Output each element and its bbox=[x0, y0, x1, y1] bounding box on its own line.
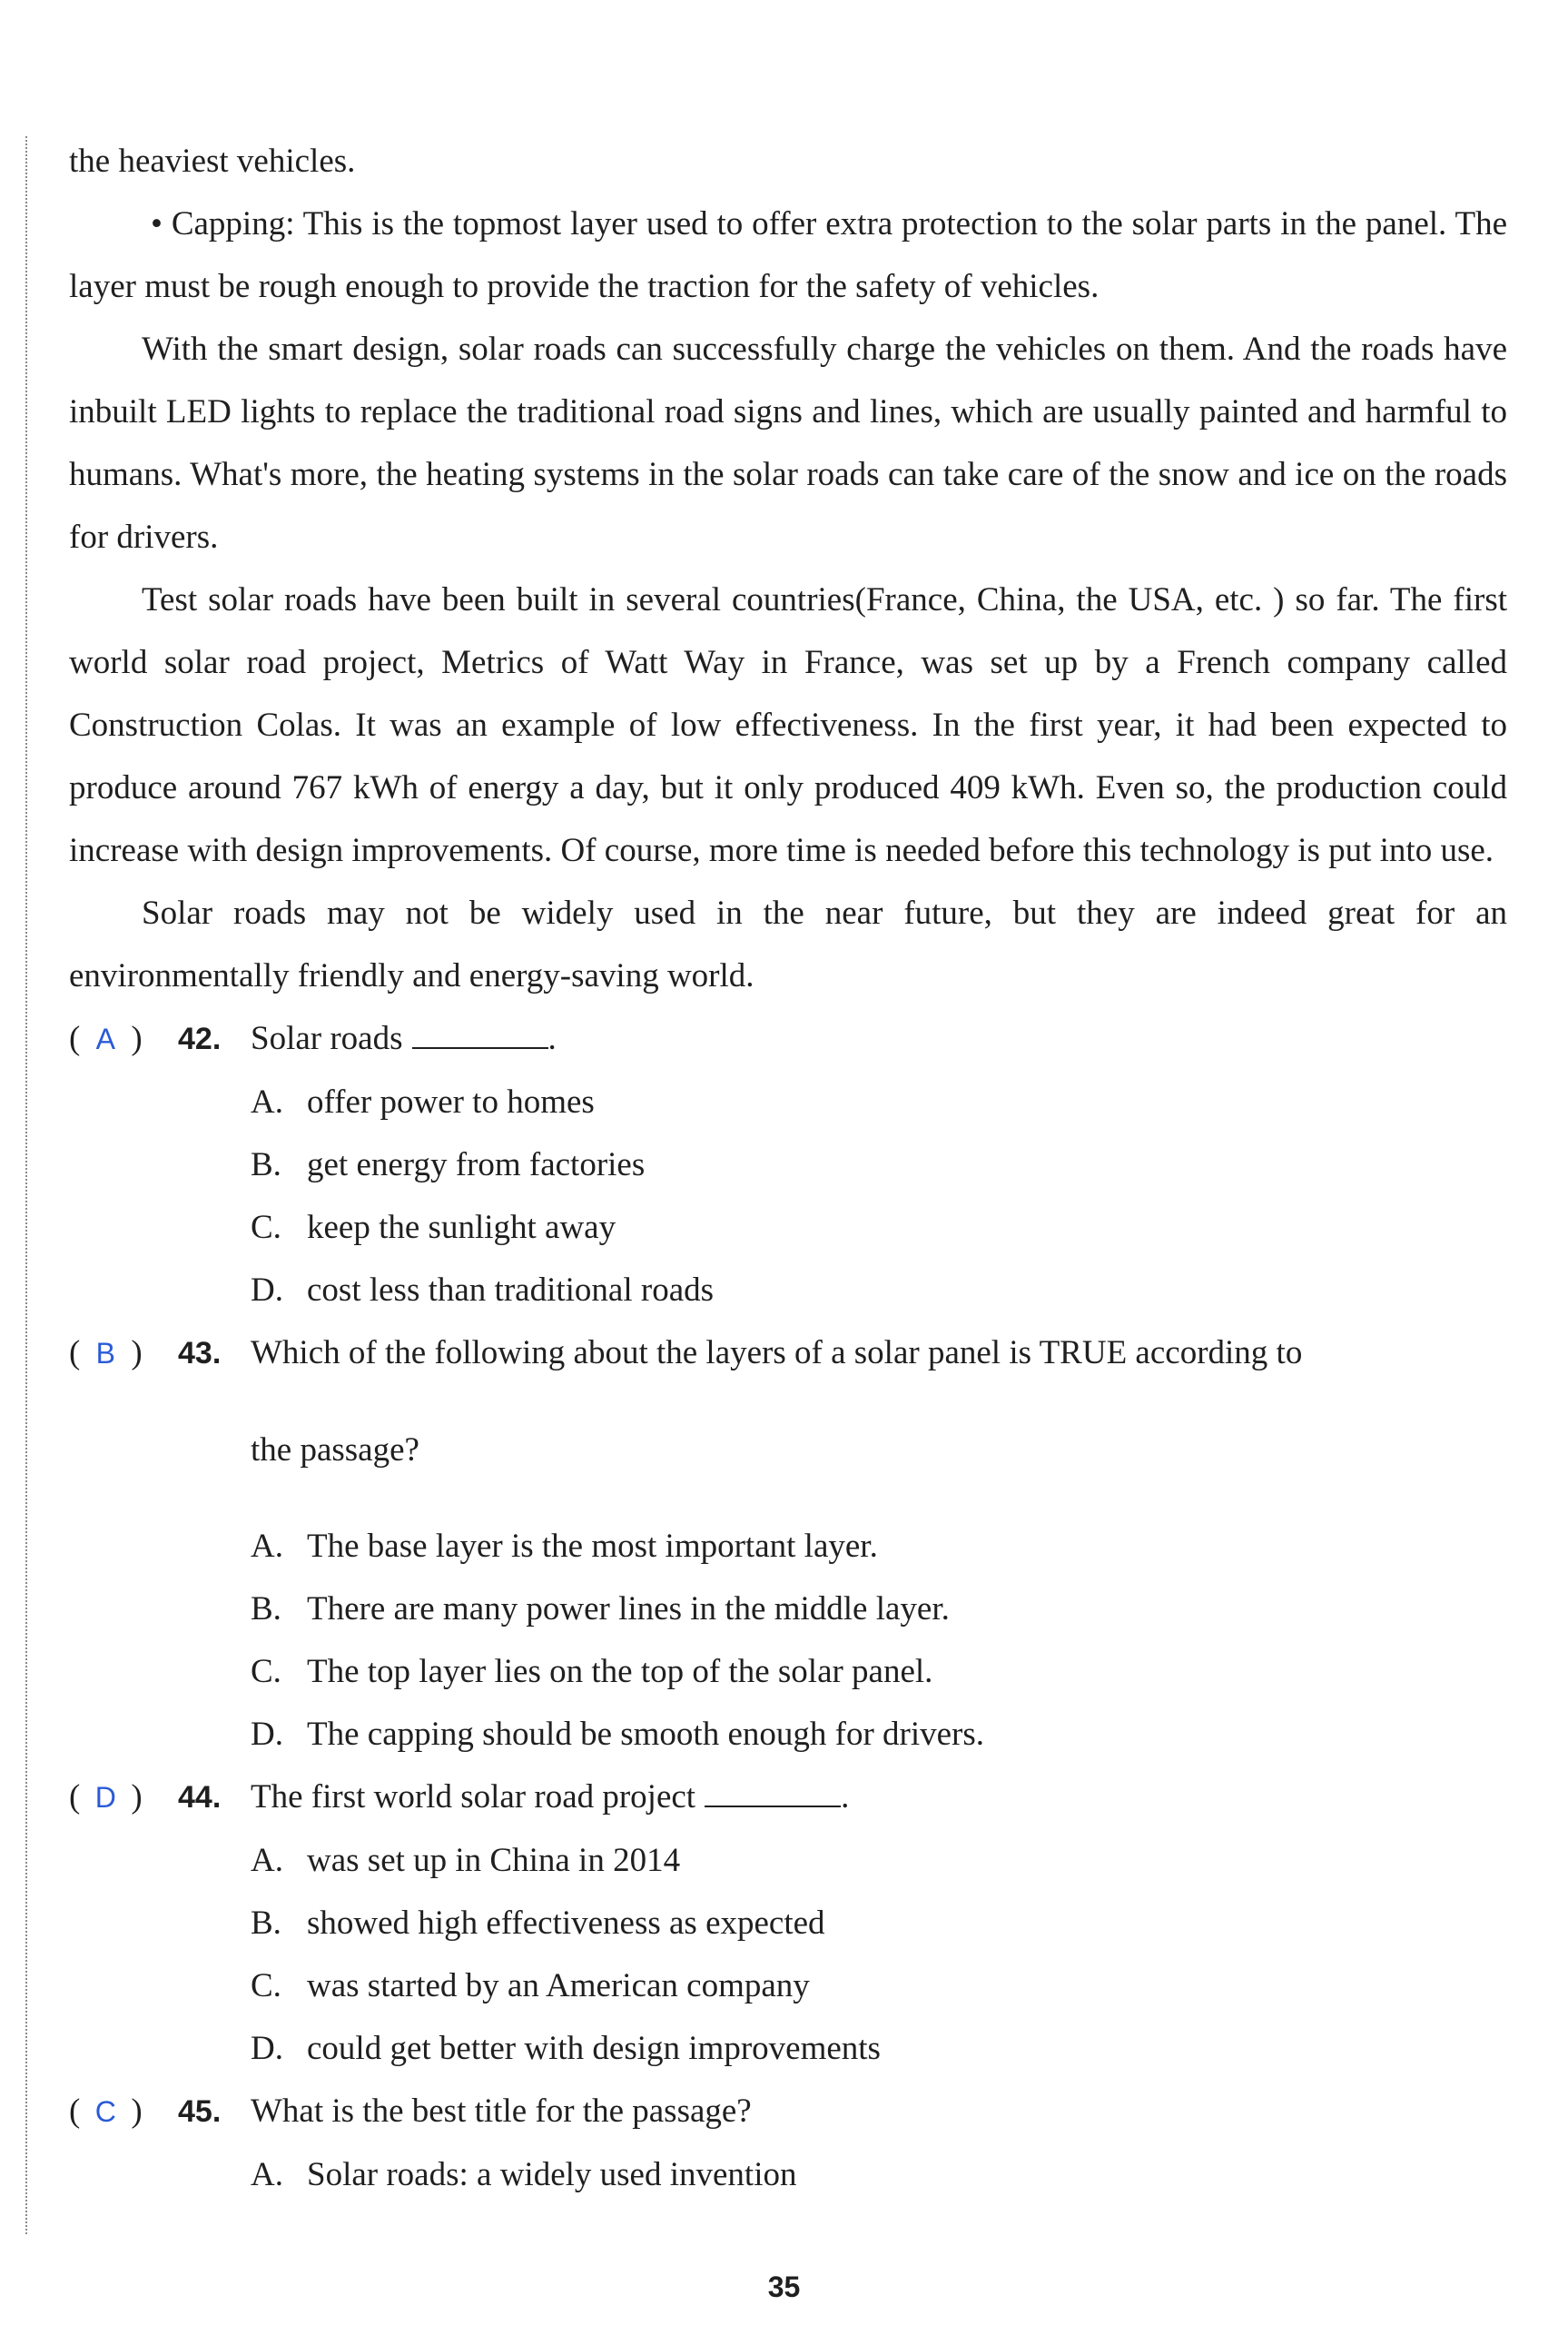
option-text: offer power to homes bbox=[307, 1083, 595, 1121]
option-text: cost less than traditional roads bbox=[307, 1271, 715, 1309]
option-text: The capping should be smooth enough for drivers. bbox=[307, 1716, 985, 1753]
question-header bbox=[69, 1321, 1507, 1385]
question-number: 45. bbox=[178, 2094, 222, 2129]
question-45 bbox=[69, 2080, 1507, 2206]
option-letter: C. bbox=[251, 1209, 281, 1246]
option-letter: D. bbox=[251, 1716, 283, 1753]
option-letter: D. bbox=[251, 1271, 283, 1309]
bracket-close: ) bbox=[131, 2093, 143, 2130]
option-letter: A. bbox=[251, 1528, 283, 1565]
question-header bbox=[69, 1007, 1507, 1071]
option-letter: B. bbox=[251, 1905, 281, 1942]
passage-bullet-capping: • Capping: This is the topmost layer used to offer extra protection to the solar parts in the panel. The layer must be rough enough to provide the traction for the safety of vehicles. bbox=[69, 205, 1507, 305]
bracket-open: ( bbox=[69, 2093, 81, 2130]
bracket-open: ( bbox=[69, 1020, 81, 1057]
bracket-close: ) bbox=[131, 1778, 143, 1816]
question-44 bbox=[69, 1766, 1507, 2080]
passage-paragraph-3: Solar roads may not be widely used in the near future, but they are indeed great for an environmentally friendly and energy-saving world. bbox=[69, 895, 1507, 994]
passage-paragraph-1: With the smart design, solar roads can successfully charge the vehicles on them. And the roads have inbuilt LED lights to replace the traditional road signs and lines, which are usually painted and harmful to humans. What's more, the heating systems in the solar roads can take care of the snow and ice on the roads for drivers. bbox=[69, 331, 1507, 556]
stem-text: The first world solar road project bbox=[251, 1778, 696, 1816]
bracket-close: ) bbox=[131, 1334, 143, 1371]
option-c bbox=[251, 1640, 1507, 1703]
answer-blank bbox=[412, 1018, 548, 1049]
option-text: could get better with design improvements bbox=[307, 2030, 881, 2067]
question-stem bbox=[251, 1007, 1507, 1070]
option-letter: D. bbox=[251, 2030, 283, 2067]
binding-margin-line bbox=[25, 136, 27, 2234]
stem-end: . bbox=[841, 1778, 850, 1816]
question-header bbox=[69, 1766, 1507, 1829]
stem-text: Solar roads bbox=[251, 1020, 403, 1057]
passage-paragraph-0: the heaviest vehicles. bbox=[69, 143, 356, 180]
bracket-open: ( bbox=[69, 1778, 81, 1816]
option-b bbox=[251, 1892, 1507, 1954]
question-stem bbox=[251, 1766, 1507, 1828]
option-a bbox=[251, 1515, 1507, 1578]
option-c bbox=[251, 1196, 1507, 1259]
option-letter: A. bbox=[251, 1083, 283, 1121]
answer-bracket bbox=[69, 1766, 178, 1829]
option-d bbox=[251, 2017, 1507, 2080]
option-d bbox=[251, 1703, 1507, 1766]
question-header bbox=[69, 2080, 1507, 2143]
reading-content bbox=[69, 130, 1507, 2206]
bracket-close: ) bbox=[131, 1020, 143, 1057]
bracket-open: ( bbox=[69, 1334, 81, 1371]
answer-mark: C bbox=[94, 2095, 116, 2128]
answer-bracket bbox=[69, 1321, 178, 1385]
answer-mark: A bbox=[95, 1023, 115, 1055]
option-text: keep the sunlight away bbox=[307, 1209, 616, 1246]
option-text: The base layer is the most important layer. bbox=[307, 1528, 878, 1565]
question-stem: Which of the following about the layers of a solar panel is TRUE according to bbox=[251, 1334, 1303, 1371]
option-letter: C. bbox=[251, 1653, 281, 1690]
option-a bbox=[251, 2143, 1507, 2206]
option-letter: A. bbox=[251, 2156, 283, 2193]
option-letter: C. bbox=[251, 1967, 281, 2004]
option-letter: B. bbox=[251, 1146, 281, 1183]
option-letter: A. bbox=[251, 1842, 283, 1879]
answer-bracket bbox=[69, 1007, 178, 1071]
option-text: There are many power lines in the middle layer. bbox=[307, 1590, 950, 1628]
answer-mark: D bbox=[94, 1781, 116, 1814]
option-c bbox=[251, 1954, 1507, 2017]
question-number: 44. bbox=[178, 1780, 222, 1815]
option-text: Solar roads: a widely used invention bbox=[307, 2156, 797, 2193]
question-42 bbox=[69, 1007, 1507, 1321]
option-d bbox=[251, 1259, 1507, 1321]
stem-end: . bbox=[547, 1020, 557, 1057]
question-43 bbox=[69, 1321, 1507, 1766]
question-number: 42. bbox=[178, 1022, 222, 1056]
option-a bbox=[251, 1829, 1507, 1892]
answer-bracket bbox=[69, 2080, 178, 2143]
question-stem-continued: the passage? bbox=[251, 1431, 419, 1469]
question-stem: What is the best title for the passage? bbox=[251, 2093, 752, 2130]
answer-blank bbox=[705, 1776, 841, 1807]
answer-mark: B bbox=[95, 1337, 115, 1370]
option-text: The top layer lies on the top of the solar panel. bbox=[307, 1653, 933, 1690]
page-number: 35 bbox=[767, 2271, 801, 2303]
option-text: was started by an American company bbox=[307, 1967, 810, 2004]
question-number: 43. bbox=[178, 1336, 222, 1370]
option-letter: B. bbox=[251, 1590, 281, 1628]
option-a bbox=[251, 1071, 1507, 1133]
option-b bbox=[251, 1133, 1507, 1196]
option-text: was set up in China in 2014 bbox=[307, 1842, 681, 1879]
option-text: showed high effectiveness as expected bbox=[307, 1905, 825, 1942]
option-text: get energy from factories bbox=[307, 1146, 646, 1183]
option-b bbox=[251, 1578, 1507, 1640]
passage-paragraph-2: Test solar roads have been built in several countries(France, China, the USA, etc. ) so far. The first world solar road project, Metrics of Watt Way in France, was set up by a French company called Construction Colas. It was an example of low effectiveness. In the first year, it had been expected to produce around 767 kWh of energy a day, but it only produced 409 kWh. Even so, the production could increase with design improvements. Of course, more time is needed before this technology is put into use. bbox=[69, 581, 1507, 869]
